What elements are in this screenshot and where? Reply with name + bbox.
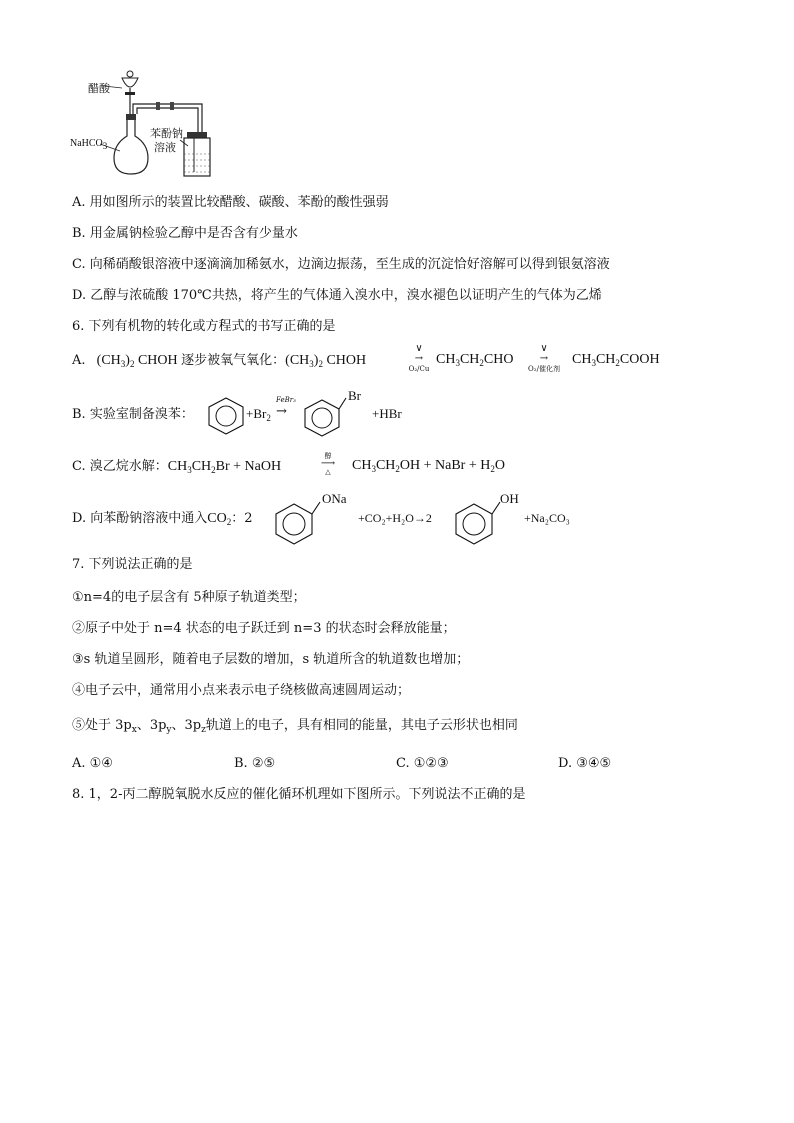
q6-a-arrow1: ∨ → O₂/Cu [408, 343, 430, 373]
q6-b-br2: $+Br_2$ [246, 406, 271, 423]
bromobenzene-ring [302, 394, 346, 438]
q7-statement-3: ③s 轨道呈圆形，随着电子层数的增加，s 轨道所含的轨道数也增加； [72, 652, 470, 667]
q6-c-products: $CH_3CH_2OH$ + NaBr + $H_2O$ [352, 458, 505, 474]
q7-statement-4: ④电子云中，通常用小点来表示电子绕核做高速圆周运动； [72, 683, 411, 698]
label-nahco3: NaHCO$_3$ [70, 138, 108, 151]
q7-stem: 7. 下列说法正确的是 [72, 557, 193, 572]
q6-d-mid: +CO₂+H₂O→2 [358, 511, 432, 525]
q6-d-end: +Na₂CO₃ [524, 511, 570, 525]
q6-a-propanoic-acid: $CH_3CH_2COOH$ [572, 352, 660, 368]
q7-option-a: A. ①④ [72, 756, 113, 771]
q6-c-arrow: 醇 ⟶ △ [320, 452, 336, 476]
q6-b-catalyst: FeBr₃ [276, 396, 296, 404]
q7-statement-2: ②原子中处于 n=4 状态的电子跃迁到 n=3 的状态时会释放能量； [72, 621, 456, 636]
q7-statement-5: ⑤处于 $3p_x$、$3p_y$、$3p_z$轨道上的电子，具有相同的能量，其电子云形状也相同 [72, 718, 518, 735]
q5-option-d: D. 乙醇与浓硫酸 170℃共热，将产生的气体通入溴水中，溴水褪色以证明产生的气体为乙烯 [72, 288, 602, 303]
q7-option-c: C. ①②③ [396, 756, 449, 771]
q6-b-arrow: → [276, 404, 287, 419]
q7-statement-1: ①n=4的电子层含有 5种原子轨道类型； [72, 590, 306, 605]
q6-a-arrow2: ∨ → O₂/催化剂 [528, 343, 560, 373]
apparatus-figure [70, 66, 220, 186]
phenol-ring [452, 496, 500, 544]
q7-option-b: B. ②⑤ [234, 756, 276, 771]
q7-option-d: D. ③④⑤ [558, 756, 612, 771]
q6-option-c: C. 溴乙烷水解：$CH_3CH_2Br$ + NaOH [72, 459, 282, 475]
q6-option-a: A. $(CH_3)_2$ CHOH 逐步被氧气氧化：$(CH_3)_2$ CHOH [72, 353, 367, 369]
q6-option-b: B. 实验室制备溴苯： [72, 407, 194, 422]
q5-option-b: B. 用金属钠检验乙醇中是否含有少量水 [72, 226, 298, 241]
q6-b-br-label: Br [348, 388, 361, 403]
q5-option-a: A. 用如图所示的装置比较醋酸、碳酸、苯酚的酸性强弱 [72, 195, 389, 210]
q6-option-d: D. 向苯酚钠溶液中通入$CO_2$：2 [72, 511, 253, 527]
label-acetic-acid: 醋酸 [88, 82, 110, 95]
label-phenoxide-1: 苯酚钠 [150, 127, 183, 140]
q6-a-propanal: $CH_3CH_2CHO$ [436, 352, 514, 368]
phenoxide-ring [272, 496, 320, 544]
q6-d-oh: OH [500, 491, 519, 506]
q6-stem: 6. 下列有机物的转化或方程式的书写正确的是 [72, 319, 336, 334]
label-phenoxide-2: 溶液 [154, 141, 176, 154]
q6-d-ona: ONa [322, 491, 347, 506]
benzene-ring-b1 [206, 396, 246, 436]
q6-b-hbr: +HBr [372, 406, 402, 421]
q8-stem: 8. 1，2-丙二醇脱氧脱水反应的催化循环机理如下图所示。下列说法不正确的是 [72, 787, 526, 802]
q5-option-c: C. 向稀硝酸银溶液中逐滴滴加稀氨水，边滴边振荡，至生成的沉淀恰好溶解可以得到银氨溶液 [72, 257, 610, 272]
